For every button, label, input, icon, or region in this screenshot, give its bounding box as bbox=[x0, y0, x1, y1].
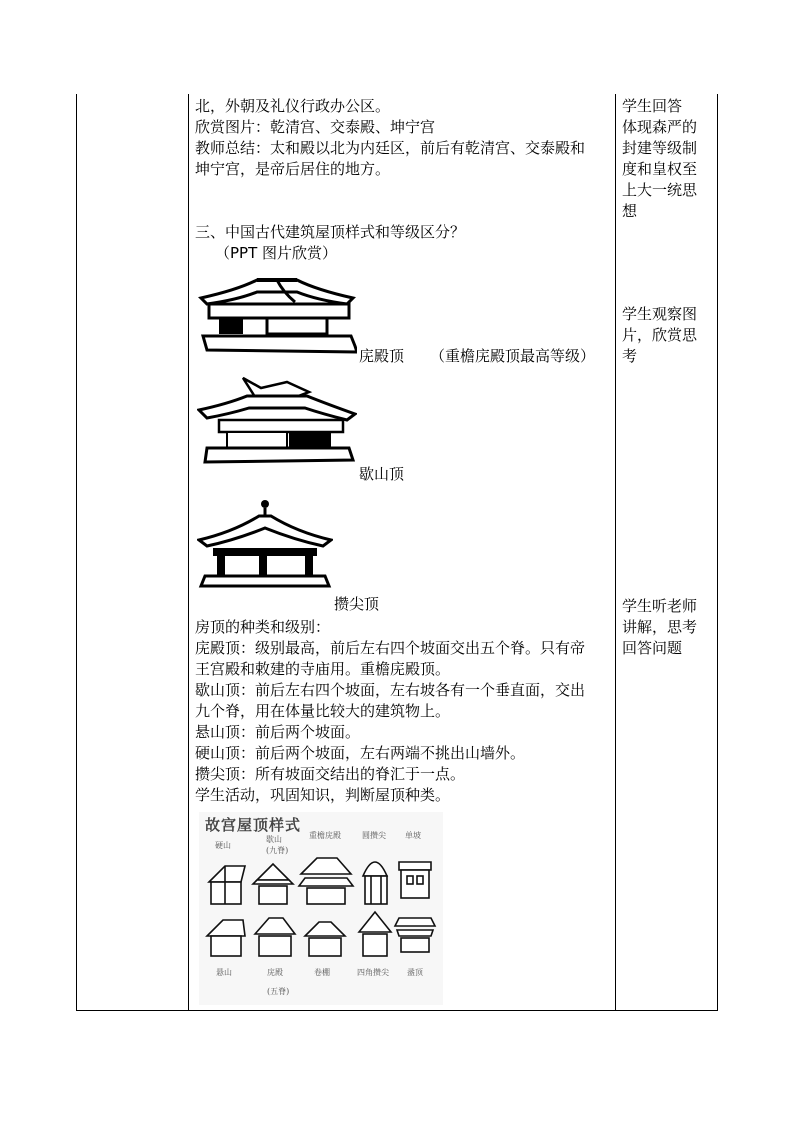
section-heading: 三、中国古代建筑屋顶样式和等级区分？ bbox=[195, 223, 466, 241]
answer-3-line-3: 回答问题 bbox=[622, 639, 683, 657]
style-label-chongyan: 重檐庑殿 bbox=[309, 831, 341, 840]
types-line-4: 九个脊，用在体量比较大的建筑物上。 bbox=[195, 702, 451, 720]
ppt-note: （PPT 图片欣赏） bbox=[215, 244, 338, 262]
types-line-2: 王宫殿和敕建的寺庙用。重檐庑殿顶。 bbox=[195, 660, 451, 678]
style-label-wudian: 庑殿 bbox=[267, 968, 283, 977]
content-line-4: 坤宁宫，是帝后居住的地方。 bbox=[195, 160, 391, 178]
content-line-1: 北，外朝及礼仪行政办公区。 bbox=[195, 97, 391, 115]
style-sublabel-wudian: (五脊) bbox=[267, 987, 290, 996]
wudian-label: 庑殿顶 bbox=[359, 347, 405, 365]
style-label-xieshan: 歇山 bbox=[266, 835, 282, 844]
answer-2-line-1: 学生观察图 bbox=[622, 305, 698, 323]
types-line-3: 歇山顶：前后左右四个坡面，左右坡各有一个垂直面，交出 bbox=[195, 681, 586, 699]
style-label-luding: 盝顶 bbox=[407, 968, 423, 977]
answer-1-line-5: 上大一统思 bbox=[622, 181, 698, 199]
cuanjian-roof-image bbox=[197, 498, 333, 590]
answer-3-line-1: 学生听老师 bbox=[622, 597, 698, 615]
xieshan-roof-image bbox=[197, 374, 357, 470]
style-label-xuanshan: 悬山 bbox=[216, 968, 232, 977]
types-line-1: 庑殿顶：级别最高，前后左右四个坡面交出五个脊。只有帝 bbox=[195, 639, 586, 657]
style-label-yuancuanjian: 圆攒尖 bbox=[362, 831, 386, 840]
style-label-juanpeng: 卷棚 bbox=[314, 968, 330, 977]
style-sublabel-xieshan: (九脊) bbox=[266, 846, 289, 855]
types-line-8: 学生活动，巩固知识，判断屋顶种类。 bbox=[195, 786, 451, 804]
table-right-border bbox=[717, 94, 718, 1011]
types-line-7: 攒尖顶：所有坡面交结出的脊汇于一点。 bbox=[195, 765, 466, 783]
table-left-border bbox=[76, 94, 77, 1011]
table-bottom-border bbox=[76, 1010, 718, 1011]
style-label-sijiao: 四角攒尖 bbox=[357, 968, 389, 977]
content-line-2: 欣赏图片：乾清宫、交泰殿、坤宁宫 bbox=[195, 118, 436, 136]
answer-1-line-6: 想 bbox=[622, 202, 638, 220]
types-line-6: 硬山顶：前后两个坡面，左右两端不挑出山墙外。 bbox=[195, 744, 526, 762]
style-label-danpo: 单坡 bbox=[405, 831, 421, 840]
types-heading: 房顶的种类和级别： bbox=[195, 618, 331, 636]
xieshan-label: 歇山顶 bbox=[359, 465, 405, 483]
answer-2-line-3: 考 bbox=[622, 347, 638, 365]
wudian-roof-image bbox=[197, 272, 357, 356]
palace-roof-sketches bbox=[203, 850, 439, 962]
cuanjian-label: 攒尖顶 bbox=[334, 595, 380, 613]
answer-1-line-4: 度和皇权至 bbox=[622, 160, 698, 178]
palace-roof-styles-title: 故宫屋顶样式 bbox=[205, 816, 302, 834]
answer-1-line-2: 体现森严的 bbox=[622, 118, 698, 136]
table-column-divider-2 bbox=[615, 94, 616, 1011]
answer-2-line-2: 片，欣赏思 bbox=[622, 326, 698, 344]
answer-3-line-2: 讲解，思考 bbox=[622, 618, 698, 636]
table-column-divider-1 bbox=[188, 94, 189, 1011]
style-label-yingshan: 硬山 bbox=[215, 841, 231, 850]
content-line-3: 教师总结：太和殿以北为内廷区，前后有乾清宫、交泰殿和 bbox=[195, 139, 586, 157]
answer-1-line-3: 封建等级制 bbox=[622, 139, 698, 157]
wudian-note: （重檐庑殿顶最高等级） bbox=[430, 347, 596, 365]
types-line-5: 悬山顶：前后两个坡面。 bbox=[195, 723, 361, 741]
answer-1-line-1: 学生回答 bbox=[622, 97, 683, 115]
